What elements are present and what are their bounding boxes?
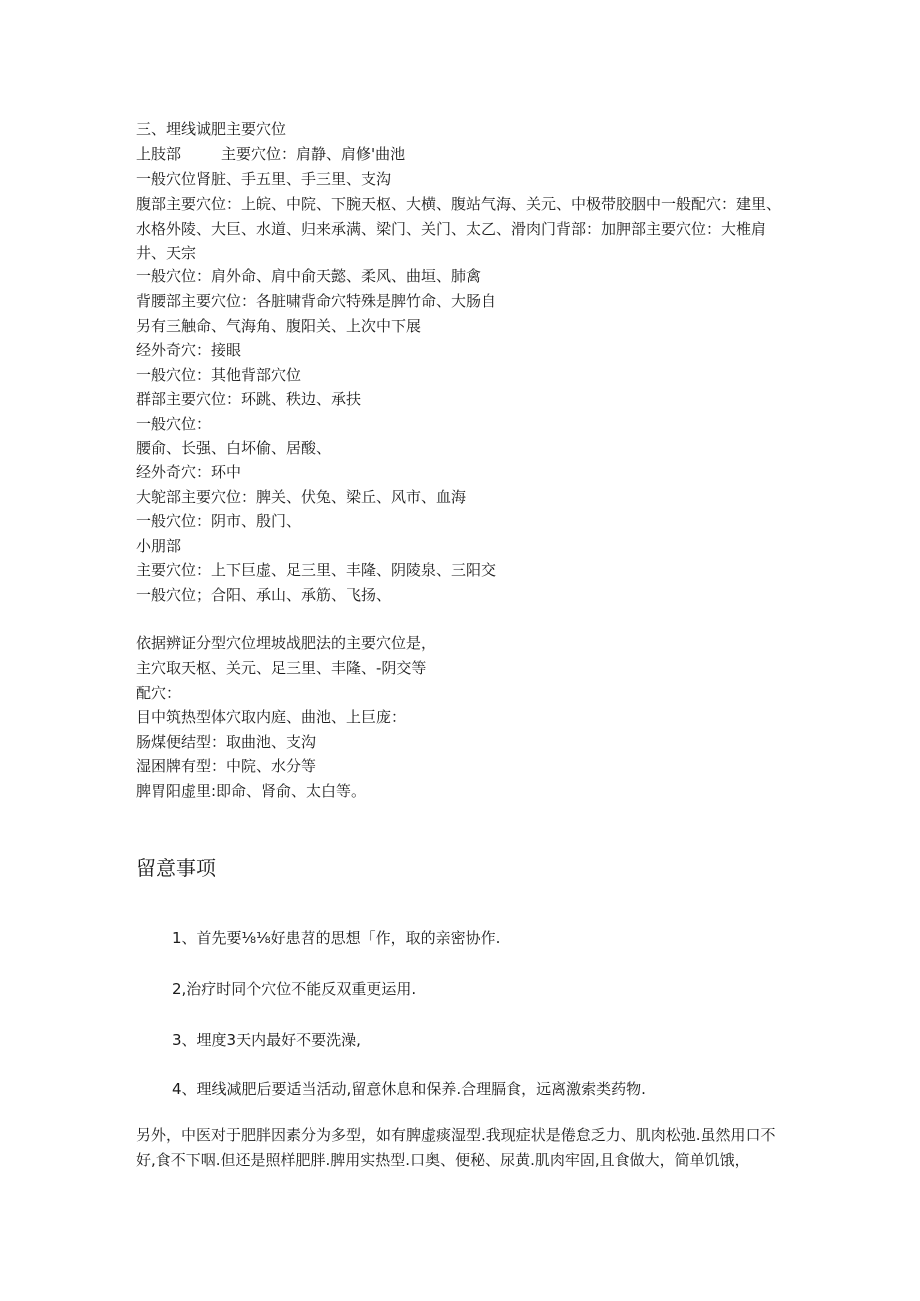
thigh-main-points: 大鸵部主要穴位：脾关、伏兔、梁丘、风市、血海 — [136, 488, 467, 506]
note-item-4: 4、理线减肥后要适当活动,留意休息和保养.合理膈食，远离激索类药物. — [172, 1080, 646, 1098]
note-item-2: 2,治疗时同个穴位不能反双重更运用. — [172, 980, 417, 998]
waist-points: 腰俞、长强、白坏偷、居酸、 — [136, 439, 332, 457]
syndrome-intro: 依据辨证分型穴位埋坡战肥法的主要穴位是， — [136, 634, 437, 652]
thigh-general-points: 一般穴位：阴市、殷门、 — [136, 512, 302, 530]
waist-back-main-points: 背腰部主要穴位：各脏啸背命穴特殊是脾竹命、大肠自 — [136, 292, 497, 310]
extra-meridian-points: 经外奇穴：接眼 — [136, 341, 242, 359]
other-back-points: 一般穴位：其他背部穴位 — [136, 366, 302, 384]
section-title: 三、埋线诚肥主要穴位 — [136, 120, 287, 138]
abdomen-paragraph: 腹部主要穴位：上皖、中院、下腕天枢、大横、腹站气海、关元、中极带胶胭中一般配穴：建里、水格外陵、大巨、水道、归来承满、梁门、关门、太乙、滑肉门背部：加胛部主要穴位：大椎肩井、天宗 — [136, 195, 782, 262]
extra-huanzhong-points: 经外奇穴：环中 — [136, 463, 242, 481]
back-general-points: 一般穴位：肩外命、肩中俞天懿、柔风、曲垣、肺禽 — [136, 267, 482, 285]
upper-limb-line — [136, 143, 405, 165]
type-dampness: 湿困牌有型：中院、水分等 — [136, 757, 317, 775]
leg-main-points: 主要穴位：上下巨虚、足三里、丰隆、阴陵泉、三阳交 — [136, 561, 497, 579]
upper-limb-main-points: 主要穴位：肩静、肩修'曲池 — [221, 145, 406, 163]
notes-heading: 留意事项 — [136, 856, 216, 880]
hip-main-points: 群部主要穴位：环跳、秩边、承扶 — [136, 390, 362, 408]
extra-back-points: 另有三触命、气海角、腹阳关、上次中下展 — [136, 317, 422, 335]
type-stomach-heat: 目中筑热型体穴取内庭、曲池、上巨庞： — [136, 708, 407, 726]
note-item-1: 1、首先要⅛⅛好患苕的思想「作，取的亲密协作. — [172, 929, 501, 947]
upper-limb-general-points: 一般穴位肾脏、手五里、手三里、支沟 — [136, 170, 392, 188]
closing-paragraph: 另外，中医对于肥胖因素分为多型，如有脾虚痰湿型.我现症状是倦怠乏力、肌肉松弛.虽然用口不好,食不下咽.但还是照样肥胖.脾用实热型.口奥、便秘、尿黄.肌肉牢固,且食做大，简单饥饿， — [136, 1126, 776, 1169]
lower-leg-label: 小朋部 — [136, 537, 182, 555]
upper-limb-label: 上肢部 — [136, 145, 182, 163]
main-points-line: 主穴取天枢、关元、足三里、丰隆、-阴交等 — [136, 659, 427, 677]
type-spleen-yang: 脾胃阳虚里:即命、肾俞、太白等。 — [136, 782, 367, 800]
hip-general-label: 一般穴位： — [136, 415, 212, 433]
type-constipation: 肠煤便结型：取曲池、支沟 — [136, 733, 317, 751]
leg-general-points: 一般穴位；合阳、承山、承筋、飞扬、 — [136, 586, 392, 604]
note-item-3: 3、埋度3天内最好不要洗澡, — [172, 1031, 361, 1049]
pairing-label: 配穴： — [136, 684, 182, 702]
